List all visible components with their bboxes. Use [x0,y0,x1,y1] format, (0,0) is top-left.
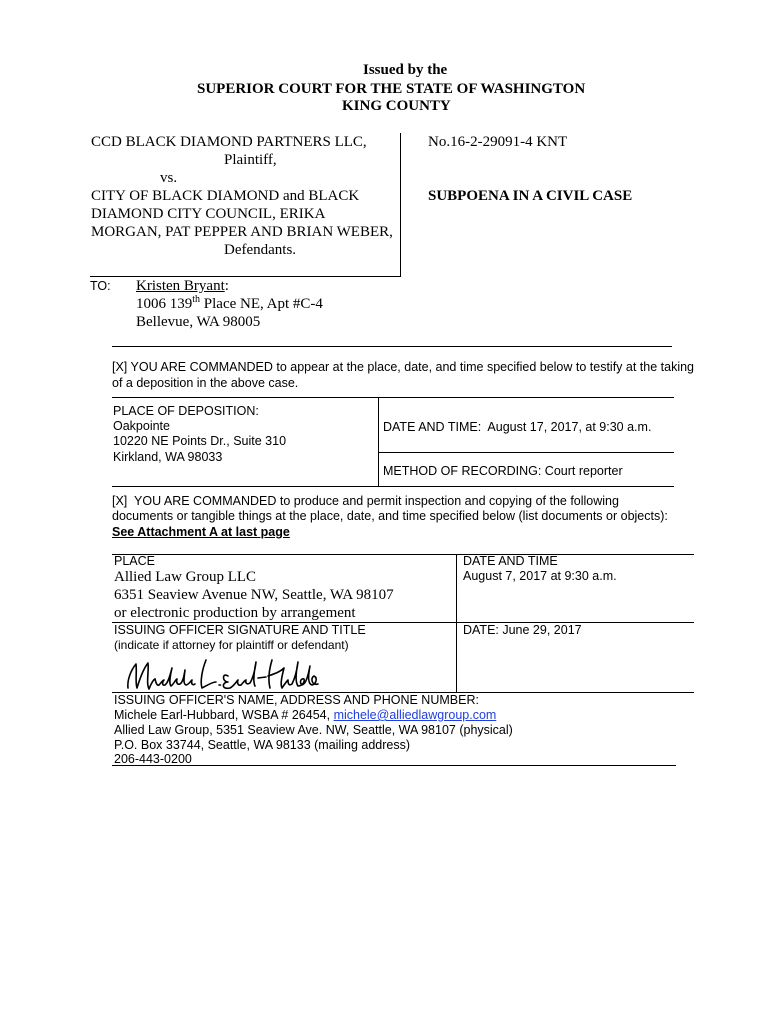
plaintiff-role: Plaintiff, [224,152,277,168]
recipient-address-line2: Bellevue, WA 98005 [136,314,261,330]
signature-label: ISSUING OFFICER SIGNATURE AND TITLE [114,623,366,637]
recipient-name-colon: : [224,278,229,294]
production-table-divider [456,554,457,692]
deposition-place-label: PLACE OF DEPOSITION: [113,404,259,418]
attachment-note: See Attachment A at last page [112,525,290,539]
production-place-line: 6351 Seaview Avenue NW, Seattle, WA 98107 [114,587,394,603]
address-street: Place NE, Apt #C-4 [200,296,323,312]
production-place-label: PLACE [114,554,155,568]
production-place-line: or electronic production by arrangement [114,605,356,621]
defendant-line: CITY OF BLACK DIAMOND and BLACK [91,188,360,204]
defendant-line: DIAMOND CITY COUNCIL, ERIKA [91,206,326,222]
recipient-name-line [136,277,229,295]
defendant-role: Defendants. [224,242,297,258]
mailing-address: P.O. Box 33744, Seattle, WA 98133 (mailing address) [114,738,411,752]
production-command-line: documents or tangible things at the place, date, and time specified below (list documents or objects): [112,509,668,523]
caption-divider-vertical [400,133,401,276]
signature-note: (indicate if attorney for plaintiff or defendant) [114,638,349,652]
section-divider [112,346,672,347]
method-of-recording: METHOD OF RECORDING: Court reporter [383,464,623,478]
physical-address: Allied Law Group, 5351 Seaview Ave. NW, Seattle, WA 98107 (physical) [114,723,513,737]
contact-label: ISSUING OFFICER'S NAME, ADDRESS AND PHONE NUMBER: [114,693,479,707]
county-name: KING COUNTY [342,98,451,114]
email-link[interactable]: michele@alliedlawgroup.com [333,708,497,722]
to-label: TO: [90,279,111,293]
court-name: SUPERIOR COURT FOR THE STATE OF WASHINGTON [197,81,586,97]
deposition-place-line: Oakpointe [113,419,170,433]
document-title: SUBPOENA IN A CIVIL CASE [428,188,633,204]
plaintiff-name: CCD BLACK DIAMOND PARTNERS LLC, [91,134,367,150]
deposition-place-line: 10220 NE Points Dr., Suite 310 [113,434,287,448]
issuing-officer-name-line [114,708,496,723]
production-place-line: Allied Law Group LLC [114,569,257,585]
deposition-cell-divider [378,452,674,453]
recipient-address-line1 [136,295,323,313]
defendant-line: MORGAN, PAT PEPPER AND BRIAN WEBER, [91,224,393,240]
production-table-top [112,554,694,555]
deposition-date-time: DATE AND TIME: August 17, 2017, at 9:30 a.m. [383,420,652,434]
versus: vs. [160,170,178,186]
ordinal-suffix: th [192,294,201,305]
issue-date: DATE: June 29, 2017 [463,623,582,637]
production-command-line: [X] YOU ARE COMMANDED to produce and permit inspection and copying of the following [112,494,619,508]
deposition-table-top [112,397,674,398]
deposition-table-bottom [112,486,674,487]
deposition-command-line: of a deposition in the above case. [112,376,299,390]
recipient-name: Kristen Bryant [136,278,225,294]
production-date-time-value: August 7, 2017 at 9:30 a.m. [463,569,617,583]
case-number: No.16-2-29091-4 KNT [428,134,568,150]
production-date-time-label: DATE AND TIME [463,554,558,568]
deposition-command-line: [X] YOU ARE COMMANDED to appear at the place, date, and time specified below to testify at the taking [112,360,695,374]
deposition-place-line: Kirkland, WA 98033 [113,450,223,464]
handwritten-signature [122,652,322,696]
issued-by-line: Issued by the [363,62,448,78]
deposition-table-divider [378,397,379,486]
address-number: 1006 139 [136,296,193,312]
issuing-officer-name: Michele Earl-Hubbard, WSBA # 26454, [114,708,334,722]
phone-number: 206-443-0200 [114,752,192,766]
contact-bottom-line [112,765,676,766]
